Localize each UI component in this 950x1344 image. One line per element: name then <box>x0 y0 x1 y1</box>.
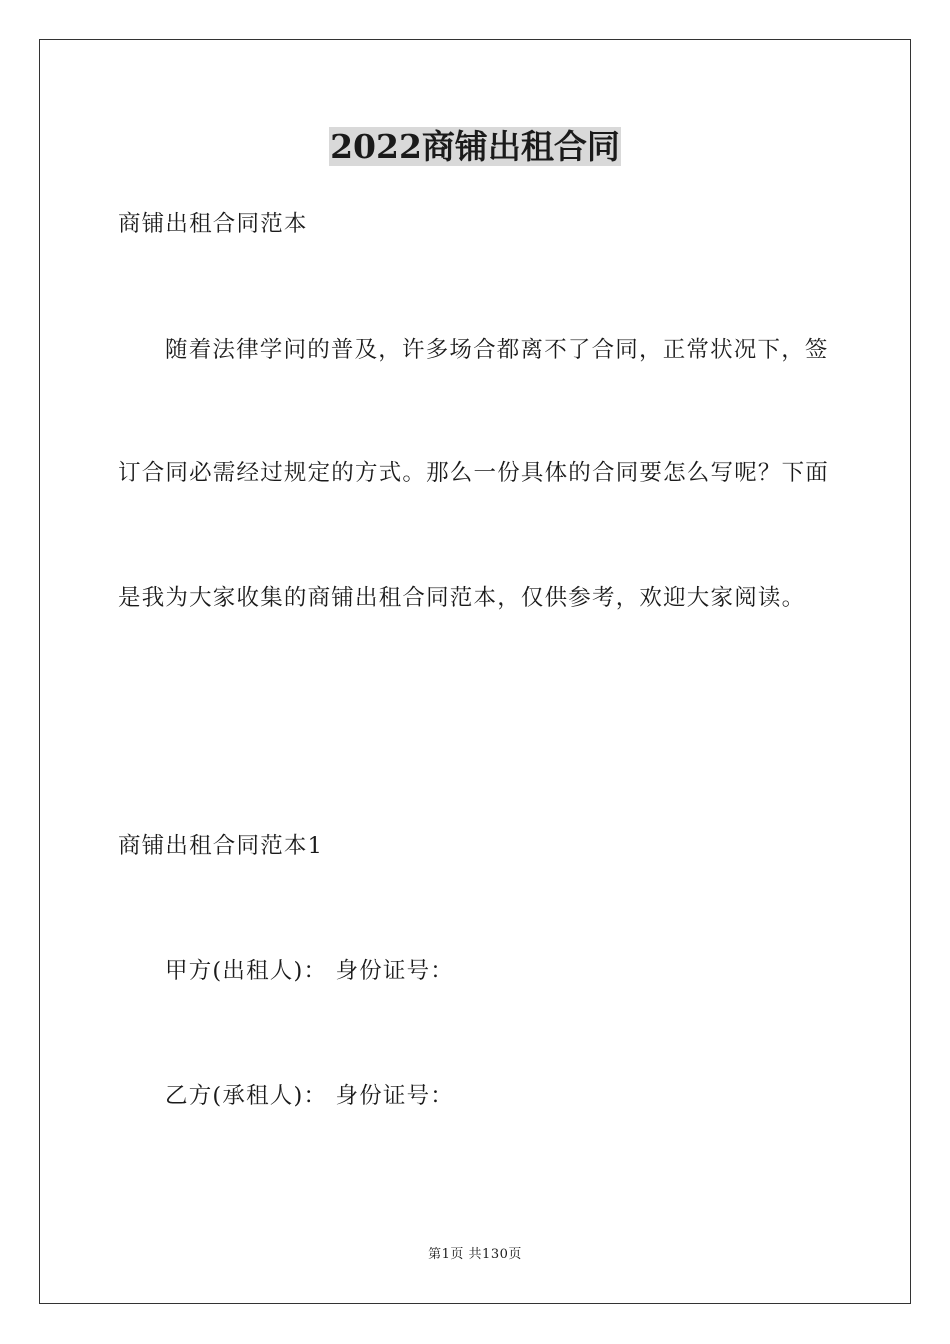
document-title <box>0 124 950 170</box>
intro-paragraph-line-2: 订合同必需经过规定的方式。那么一份具体的合同要怎么写呢？下面 <box>118 460 830 486</box>
party-b-line: 乙方(承租人)： 身份证号： <box>165 1083 455 1109</box>
section-heading: 商铺出租合同范本1 <box>118 833 324 859</box>
intro-paragraph-line-3: 是我为大家收集的商铺出租合同范本，仅供参考，欢迎大家阅读。 <box>118 585 806 611</box>
document-subtitle: 商铺出租合同范本 <box>118 211 308 237</box>
intro-paragraph-line-1: 随着法律学问的普及，许多场合都离不了合同，正常状况下，签 <box>165 337 829 363</box>
party-a-line: 甲方(出租人)： 身份证号： <box>165 958 455 984</box>
document-title-text: 2022商铺出租合同 <box>330 127 620 166</box>
page-footer: 第1页 共130页 <box>428 1247 522 1262</box>
